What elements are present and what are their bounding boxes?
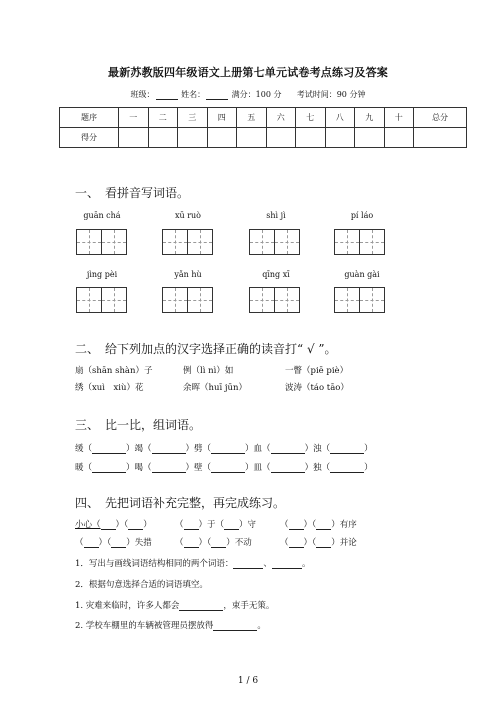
s4-text: 2. 学校车棚里的车辆被管理员摆放得 bbox=[75, 621, 214, 631]
s4-text: （ bbox=[280, 538, 289, 548]
class-blank[interactable] bbox=[156, 91, 178, 100]
name-blank[interactable] bbox=[206, 91, 228, 100]
s4-text: ）（ bbox=[303, 538, 317, 548]
score-cell[interactable] bbox=[266, 128, 296, 148]
s4-text: （ bbox=[175, 520, 184, 530]
score-cell[interactable] bbox=[384, 128, 414, 148]
s4-text: ）守 bbox=[239, 520, 257, 530]
pinyin: guān chá bbox=[83, 211, 121, 220]
s3-text: ）劈（ bbox=[185, 444, 212, 454]
answer-blank[interactable] bbox=[84, 539, 99, 548]
full-score: 满分：100 分 bbox=[231, 90, 282, 99]
s2-item[interactable]: 波涛（táo tāo） bbox=[285, 383, 349, 393]
page-number: 1 / 6 bbox=[237, 676, 259, 686]
answer-blank[interactable] bbox=[111, 539, 126, 548]
score-cell[interactable] bbox=[296, 128, 326, 148]
pinyin: guàn gài bbox=[344, 270, 380, 279]
score-table bbox=[59, 107, 467, 148]
answer-blank[interactable] bbox=[92, 445, 126, 454]
answer-blank[interactable] bbox=[213, 622, 257, 631]
s4-text: ，束手无策。 bbox=[223, 601, 275, 611]
answer-blank[interactable] bbox=[289, 539, 304, 548]
answer-blank[interactable] bbox=[184, 539, 199, 548]
score-header-cell: 九 bbox=[355, 108, 385, 128]
s4-text: （ bbox=[280, 520, 289, 530]
answer-blank[interactable] bbox=[184, 521, 199, 530]
score-cell[interactable] bbox=[207, 128, 237, 148]
answer-blank[interactable] bbox=[128, 521, 143, 530]
answer-blank[interactable] bbox=[316, 539, 331, 548]
writing-grid[interactable] bbox=[162, 229, 212, 255]
s4-text: ）于（ bbox=[198, 520, 225, 530]
score-header-cell: 总分 bbox=[414, 108, 467, 128]
answer-blank[interactable] bbox=[92, 464, 126, 473]
s4-question-4 bbox=[75, 619, 266, 631]
answer-blank[interactable] bbox=[233, 560, 263, 569]
section-1-heading: 一、 看拼音写词语。 bbox=[75, 186, 190, 200]
writing-grid[interactable] bbox=[249, 287, 299, 313]
answer-blank[interactable] bbox=[316, 521, 331, 530]
s4-text: 1. 灾难来临时，许多人都会 bbox=[75, 601, 180, 611]
writing-grid[interactable] bbox=[76, 229, 126, 255]
score-header-cell: 五 bbox=[237, 108, 267, 128]
answer-blank[interactable] bbox=[330, 445, 364, 454]
class-label: 班级： bbox=[130, 90, 155, 99]
score-cell[interactable] bbox=[355, 128, 385, 148]
answer-blank[interactable] bbox=[271, 464, 305, 473]
score-header-cell: 二 bbox=[148, 108, 178, 128]
answer-blank[interactable] bbox=[211, 464, 245, 473]
writing-grid[interactable] bbox=[76, 287, 126, 313]
score-header-cell: 十 bbox=[384, 108, 414, 128]
s4-question-1 bbox=[75, 557, 310, 569]
answer-blank[interactable] bbox=[211, 445, 245, 454]
answer-blank[interactable] bbox=[330, 464, 364, 473]
pinyin: yǎn hù bbox=[174, 270, 202, 279]
s4-text: ）（ bbox=[98, 538, 112, 548]
score-cell[interactable] bbox=[414, 128, 467, 148]
s4-text: ）有序 bbox=[331, 520, 357, 530]
score-cell[interactable] bbox=[148, 128, 178, 148]
page-title: 最新苏教版四年级语文上册第七单元试卷考点练习及答案 bbox=[108, 66, 388, 79]
score-row bbox=[60, 128, 467, 148]
score-header-cell: 八 bbox=[325, 108, 355, 128]
s3-text: ）皿（ bbox=[245, 463, 271, 473]
s4-text: 。 bbox=[257, 621, 266, 631]
answer-blank[interactable] bbox=[101, 521, 116, 530]
answer-blank[interactable] bbox=[179, 602, 223, 611]
score-header-cell: 题序 bbox=[60, 108, 119, 128]
answer-blank[interactable] bbox=[152, 464, 186, 473]
pinyin: jìng pèi bbox=[86, 270, 118, 279]
s3-text: ）壁（ bbox=[185, 463, 212, 473]
section-3-heading: 三、 比一比，组词语。 bbox=[75, 418, 202, 432]
score-header-cell: 七 bbox=[296, 108, 326, 128]
s3-line-2 bbox=[75, 461, 373, 473]
s4-text: ）（ bbox=[115, 520, 129, 530]
s3-text: 暖（ bbox=[75, 463, 93, 473]
s4-question-3 bbox=[75, 599, 274, 611]
score-header-cell: 六 bbox=[266, 108, 296, 128]
exam-info bbox=[0, 89, 496, 100]
answer-blank[interactable] bbox=[152, 445, 186, 454]
s3-text: ）喝（ bbox=[126, 463, 152, 473]
score-header-cell: 一 bbox=[119, 108, 149, 128]
s2-item[interactable]: 扇（shān shàn）子 bbox=[75, 366, 153, 376]
score-header-cell: 三 bbox=[178, 108, 208, 128]
score-header-row bbox=[60, 108, 467, 128]
pinyin: pí láo bbox=[350, 211, 374, 220]
score-row-label: 得分 bbox=[60, 128, 119, 148]
s4-text: 1．写出与画线词语结构相同的两个词语： bbox=[75, 559, 234, 569]
score-cell[interactable] bbox=[325, 128, 355, 148]
s2-item[interactable]: 余晖（huī jūn） bbox=[183, 383, 247, 393]
answer-blank[interactable] bbox=[289, 521, 304, 530]
s2-item[interactable]: 例（lì nì）如 bbox=[183, 366, 234, 376]
s3-line-1 bbox=[75, 442, 373, 454]
answer-blank[interactable] bbox=[211, 539, 226, 548]
s3-text: ）浊（ bbox=[304, 444, 331, 454]
writing-grid[interactable] bbox=[334, 229, 384, 255]
answer-blank[interactable] bbox=[224, 521, 239, 530]
score-cell[interactable] bbox=[178, 128, 208, 148]
pinyin: qīng xī bbox=[262, 270, 290, 279]
pinyin: shì jì bbox=[266, 211, 286, 220]
s3-text: ）血（ bbox=[245, 444, 271, 454]
s2-item[interactable]: 一瞥（piē piè） bbox=[285, 366, 349, 376]
score-header-cell: 四 bbox=[207, 108, 237, 128]
s4-text: ）（ bbox=[198, 538, 212, 548]
answer-blank[interactable] bbox=[271, 445, 305, 454]
writing-grid[interactable] bbox=[162, 287, 212, 313]
s4-text: ）并论 bbox=[331, 538, 357, 548]
section-2-heading: 二、 给下列加点的汉字选择正确的读音打“ √ ”。 bbox=[75, 342, 337, 356]
s3-text: ）独（ bbox=[304, 463, 331, 473]
name-label: 姓名： bbox=[181, 90, 206, 99]
score-cell[interactable] bbox=[237, 128, 267, 148]
exam-time: 考试时间：90 分钟 bbox=[296, 90, 366, 99]
s2-item[interactable]: 绣（xuì xiù）花 bbox=[75, 383, 144, 393]
s3-text: ）竭（ bbox=[126, 444, 152, 454]
score-cell[interactable] bbox=[119, 128, 149, 148]
s3-text: 缓（ bbox=[75, 444, 93, 454]
s4-text: ）（ bbox=[303, 520, 317, 530]
underlined-word: 小心（ bbox=[75, 520, 101, 530]
answer-blank[interactable] bbox=[272, 560, 302, 569]
s4-text: 。 bbox=[301, 559, 311, 569]
s4-text: ）失措 bbox=[126, 538, 152, 548]
s4-text: ） bbox=[143, 520, 152, 530]
s4-question-2: 2．根据句意选择合适的词语填空。 bbox=[75, 580, 208, 590]
s4-text: 、 bbox=[263, 559, 272, 569]
pinyin: xū ruò bbox=[175, 211, 201, 220]
s3-text: ） bbox=[364, 463, 373, 473]
s3-text: ） bbox=[364, 444, 373, 454]
section-4-heading: 四、 先把词语补充完整，再完成练习。 bbox=[75, 496, 286, 510]
writing-grid[interactable] bbox=[334, 287, 384, 313]
s4-text: （ bbox=[75, 538, 84, 548]
s4-text: ）不动 bbox=[226, 538, 252, 548]
s4-text: （ bbox=[175, 538, 184, 548]
writing-grid[interactable] bbox=[249, 229, 299, 255]
